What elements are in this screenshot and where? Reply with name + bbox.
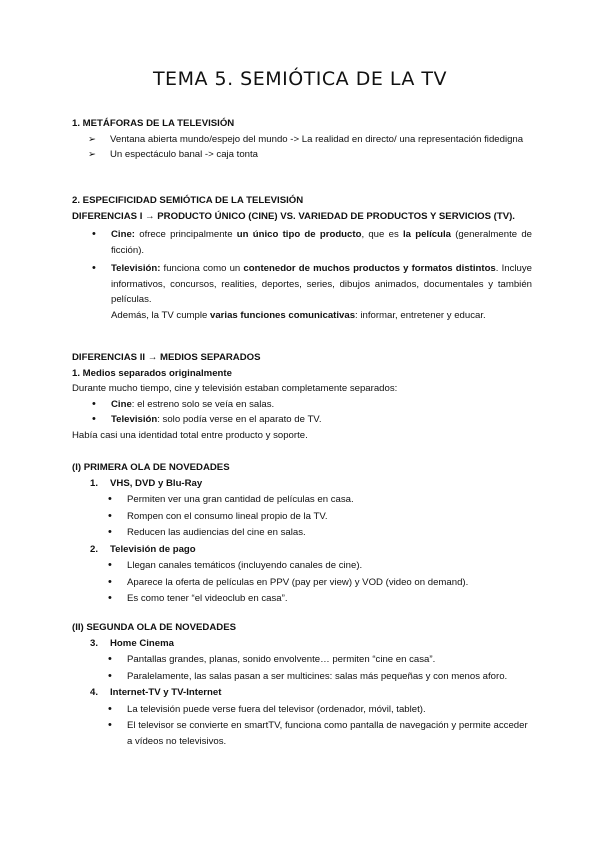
section-especificidad <box>72 193 532 323</box>
text-run: ofrece principalmente <box>134 229 237 240</box>
section-heading: 2. ESPECIFICIDAD SEMIÓTICA DE LA TELEVISIÓN <box>72 195 304 206</box>
item-title: Televisión de pago <box>110 543 196 555</box>
section-heading: DIFERENCIAS II → MEDIOS SEPARADOS <box>72 352 261 363</box>
text-run: : informar, entretener y educar. <box>355 309 486 321</box>
bullet-icon: • <box>108 719 112 731</box>
bullet-icon: • <box>108 509 112 522</box>
section-primera-ola <box>72 460 532 607</box>
item-number: 3. <box>90 637 99 649</box>
list-item <box>72 525 532 541</box>
item-title: VHS, DVD y Blu-Ray <box>110 477 203 489</box>
bullet-icon: • <box>92 397 96 410</box>
list-item <box>72 669 532 685</box>
list-item-text: Paralelamente, las salas pasan a ser multicines: salas más pequeñas y con menos aforo. <box>127 670 508 682</box>
bullet-icon: • <box>108 575 112 588</box>
bullet-icon: • <box>108 653 112 665</box>
list-item <box>72 509 532 525</box>
list-item-text: Pantallas grandes, planas, sonido envolvente… permiten “cine en casa”. <box>127 654 436 665</box>
text-run: , que es <box>361 229 403 240</box>
list-item-text: Ventana abierta mundo/espejo del mundo -> La realidad en directo/ una representación fidedigna <box>110 133 524 145</box>
item-number: 4. <box>90 687 99 698</box>
text-run-bold: la película <box>402 229 451 240</box>
list-item <box>72 397 532 413</box>
list-item <box>72 558 532 574</box>
term-label: Televisión <box>111 414 158 425</box>
text-run-bold: contenedor de muchos productos y formatos distintos <box>243 263 496 274</box>
subsection-heading: 1. Medios separados originalmente <box>72 367 232 379</box>
arrow-bullet-icon: ➢ <box>88 133 97 145</box>
numbered-item <box>72 636 532 652</box>
text-run: (generalmente de ficción). <box>111 229 532 256</box>
list-item <box>72 132 568 148</box>
bullet-icon: • <box>92 413 96 425</box>
arrow-bullet-icon: ➢ <box>88 149 97 160</box>
list-item-text: Reducen las audiencias del cine en salas. <box>127 527 306 538</box>
item-number: 2. <box>90 543 99 555</box>
list-item-text: La televisión puede verse fuera del televisor (ordenador, móvil, tablet). <box>127 703 426 715</box>
numbered-item <box>72 542 532 558</box>
text-run: . Incluye informativos, concursos, realities, deportes, series, dibujos animados, documentales y también películas. <box>111 263 532 305</box>
term-label: Cine <box>111 398 132 410</box>
text-run: : el estreno solo se veía en salas. <box>131 398 275 410</box>
text-run: Además, la TV cumple <box>111 309 211 321</box>
list-item <box>72 591 532 607</box>
bullet-icon: • <box>92 262 96 274</box>
paragraph: Había casi una identidad total entre producto y soporte. <box>72 429 308 441</box>
section-heading: (I) PRIMERA OLA DE NOVEDADES <box>72 462 230 473</box>
list-item <box>72 718 532 749</box>
section-segunda-ola <box>72 620 532 749</box>
text-run-bold: varias funciones comunicativas <box>210 309 356 321</box>
section-metaforas <box>72 116 532 163</box>
bullet-icon: • <box>108 669 112 682</box>
section-heading: 1. METÁFORAS DE LA TELEVISIÓN <box>72 118 235 129</box>
bullet-icon: • <box>108 702 112 715</box>
list-item-text: El televisor se convierte en smartTV, funciona como pantalla de navegación y permite acceder a vídeos no televisivos. <box>127 720 528 747</box>
term-label: Cine: <box>111 229 135 240</box>
list-item-text: Llegan canales temáticos (incluyendo canales de cine). <box>127 560 363 571</box>
section-medios-separados <box>72 350 532 443</box>
list-item-text: Rompen con el consumo lineal propio de la TV. <box>127 510 328 522</box>
numbered-item <box>72 685 532 701</box>
text-run: funciona como un <box>160 263 244 274</box>
list-item-text: Permiten ver una gran cantidad de películas en casa. <box>127 494 354 505</box>
bullet-icon: • <box>108 592 112 604</box>
list-item <box>72 147 532 163</box>
list-item <box>72 702 532 718</box>
item-number: 1. <box>90 477 99 489</box>
bullet-icon: • <box>108 559 112 571</box>
bullet-icon: • <box>108 493 112 505</box>
text-run: : solo podía verse en el aparato de TV. <box>157 414 322 425</box>
list-item-text: Aparece la oferta de películas en PPV (pay per view) y VOD (video on demand). <box>127 576 469 588</box>
bullet-icon: • <box>108 526 112 538</box>
paragraph: Durante mucho tiempo, cine y televisión estaban completamente separados: <box>72 383 398 394</box>
text-run-bold: un único tipo de producto <box>236 229 362 240</box>
subsection-heading: DIFERENCIAS I → PRODUCTO ÚNICO (CINE) VS. VARIEDAD DE PRODUCTOS Y SERVICIOS (TV). <box>72 210 515 222</box>
item-title: Home Cinema <box>110 637 174 649</box>
bullet-icon: • <box>92 228 96 240</box>
item-title: Internet-TV y TV-Internet <box>110 687 222 698</box>
list-item-television <box>72 261 532 323</box>
numbered-item <box>72 476 532 492</box>
section-heading: (II) SEGUNDA OLA DE NOVEDADES <box>72 622 236 633</box>
list-item <box>72 412 532 428</box>
list-item <box>72 652 532 668</box>
page-title: TEMA 5. SEMIÓTICA DE LA TV <box>152 68 448 90</box>
paragraph <box>111 308 532 324</box>
list-item <box>72 575 532 591</box>
list-item-text: Es como tener “el videoclub en casa”. <box>127 593 288 604</box>
list-item-text: Un espectáculo banal -> caja tonta <box>110 149 259 160</box>
list-item <box>72 492 532 508</box>
term-label: Televisión: <box>111 263 161 274</box>
list-item-cine <box>72 227 532 258</box>
